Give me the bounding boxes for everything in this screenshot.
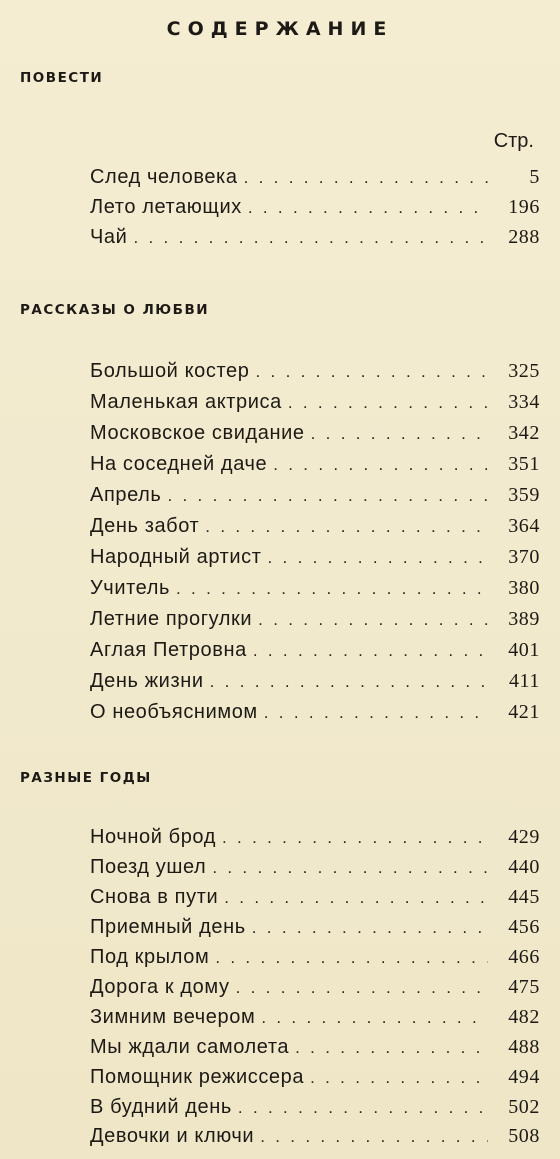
dot-leader bbox=[255, 362, 488, 382]
toc-entry bbox=[90, 577, 540, 607]
toc-entry bbox=[90, 515, 540, 545]
toc-entry bbox=[90, 422, 540, 452]
entry-page: 411 bbox=[508, 670, 540, 692]
toc-entry bbox=[90, 453, 540, 483]
toc-entry bbox=[90, 608, 540, 638]
dot-leader bbox=[212, 858, 488, 878]
toc-entry bbox=[90, 856, 540, 886]
toc-entry bbox=[90, 391, 540, 421]
dot-leader bbox=[244, 168, 488, 188]
entry-page: 429 bbox=[508, 826, 540, 848]
entry-title: Маленькая актриса bbox=[90, 391, 282, 413]
dot-leader bbox=[288, 393, 488, 413]
entry-title: Учитель bbox=[90, 577, 170, 599]
dot-leader bbox=[252, 918, 488, 938]
entry-page: 502 bbox=[508, 1096, 540, 1118]
toc-entry bbox=[90, 546, 540, 576]
entry-page: 288 bbox=[508, 226, 540, 248]
dot-leader bbox=[258, 610, 488, 630]
dot-leader bbox=[133, 228, 488, 248]
entry-page: 482 bbox=[508, 1006, 540, 1028]
toc-entry bbox=[90, 826, 540, 856]
toc-entry bbox=[90, 1036, 540, 1066]
entry-title: Народный артист bbox=[90, 546, 262, 568]
toc-entry bbox=[90, 916, 540, 946]
entry-title: Помощник режиссера bbox=[90, 1066, 305, 1088]
dot-leader bbox=[295, 1038, 488, 1058]
dot-leader bbox=[238, 1098, 488, 1118]
entry-title: Ночной брод bbox=[90, 826, 216, 848]
entry-title: Снова в пути bbox=[90, 886, 219, 908]
dot-leader bbox=[310, 1068, 488, 1088]
entry-page: 370 bbox=[508, 546, 540, 568]
toc-entry bbox=[90, 1125, 540, 1155]
entry-page: 334 bbox=[508, 391, 540, 413]
entry-page: 380 bbox=[508, 577, 540, 599]
entry-page: 342 bbox=[508, 422, 540, 444]
entry-title: Мы ждали самолета bbox=[90, 1036, 290, 1058]
entry-title: На соседней даче bbox=[90, 453, 268, 475]
entry-title: След человека bbox=[90, 166, 238, 188]
section-heading: РАССКАЗЫ О ЛЮБВИ bbox=[20, 302, 210, 318]
entry-page: 5 bbox=[529, 166, 540, 188]
dot-leader bbox=[264, 703, 488, 723]
entry-page: 389 bbox=[508, 608, 540, 630]
dot-leader bbox=[205, 517, 488, 537]
entry-title: О необъяснимом bbox=[90, 701, 258, 723]
entry-title: День забот bbox=[90, 515, 200, 537]
dot-leader bbox=[167, 486, 488, 506]
toc-entry bbox=[90, 484, 540, 514]
entry-title: Под крылом bbox=[90, 946, 210, 968]
dot-leader bbox=[210, 672, 488, 692]
dot-leader bbox=[261, 1008, 488, 1028]
toc-entry bbox=[90, 946, 540, 976]
entry-page: 351 bbox=[508, 453, 540, 475]
toc-entry bbox=[90, 976, 540, 1006]
entry-page: 445 bbox=[508, 886, 540, 908]
dot-leader bbox=[215, 948, 488, 968]
entry-title: Чай bbox=[90, 226, 128, 248]
dot-leader bbox=[253, 641, 488, 661]
entry-title: Зимним вечером bbox=[90, 1006, 256, 1028]
entry-title: Апрель bbox=[90, 484, 162, 506]
page-column-label: Стр. bbox=[493, 130, 534, 152]
entry-page: 325 bbox=[508, 360, 540, 382]
entry-title: Большой костер bbox=[90, 360, 250, 382]
dot-leader bbox=[248, 198, 488, 218]
dot-leader bbox=[222, 828, 488, 848]
entry-page: 456 bbox=[508, 916, 540, 938]
dot-leader bbox=[273, 455, 488, 475]
entry-page: 508 bbox=[508, 1125, 540, 1147]
page-title: СОДЕРЖАНИЕ bbox=[166, 18, 394, 40]
entry-page: 196 bbox=[508, 196, 540, 218]
entry-title: Девочки и ключи bbox=[90, 1125, 255, 1147]
dot-leader bbox=[268, 548, 489, 568]
entry-page: 466 bbox=[508, 946, 540, 968]
section-heading: РАЗНЫЕ ГОДЫ bbox=[20, 770, 152, 786]
entry-title: День жизни bbox=[90, 670, 204, 692]
entry-title: В будний день bbox=[90, 1096, 232, 1118]
entry-page: 421 bbox=[508, 701, 540, 723]
entry-title: Поезд ушел bbox=[90, 856, 207, 878]
toc-entry bbox=[90, 360, 540, 390]
entry-page: 364 bbox=[508, 515, 540, 537]
entry-page: 494 bbox=[508, 1066, 540, 1088]
entry-title: Летние прогулки bbox=[90, 608, 253, 630]
section-heading: ПОВЕСТИ bbox=[20, 70, 104, 86]
toc-entry bbox=[90, 196, 540, 226]
toc-entry bbox=[90, 670, 540, 700]
entry-title: Приемный день bbox=[90, 916, 246, 938]
toc-entry bbox=[90, 639, 540, 669]
dot-leader bbox=[311, 424, 488, 444]
entry-page: 488 bbox=[508, 1036, 540, 1058]
dot-leader bbox=[224, 888, 488, 908]
toc-entry bbox=[90, 1066, 540, 1096]
toc-entry bbox=[90, 701, 540, 731]
toc-entry bbox=[90, 166, 540, 196]
entry-page: 475 bbox=[508, 976, 540, 998]
entry-title: Лето летающих bbox=[90, 196, 242, 218]
entry-title: Московское свидание bbox=[90, 422, 305, 444]
entry-title: Дорога к дому bbox=[90, 976, 230, 998]
toc-entry bbox=[90, 1096, 540, 1126]
toc-entry bbox=[90, 1006, 540, 1036]
entry-title: Аглая Петровна bbox=[90, 639, 247, 661]
dot-leader bbox=[176, 579, 488, 599]
entry-page: 440 bbox=[508, 856, 540, 878]
dot-leader bbox=[260, 1127, 488, 1147]
toc-entry bbox=[90, 226, 540, 256]
entry-page: 359 bbox=[508, 484, 540, 506]
toc-entry bbox=[90, 886, 540, 916]
dot-leader bbox=[236, 978, 488, 998]
entry-page: 401 bbox=[508, 639, 540, 661]
